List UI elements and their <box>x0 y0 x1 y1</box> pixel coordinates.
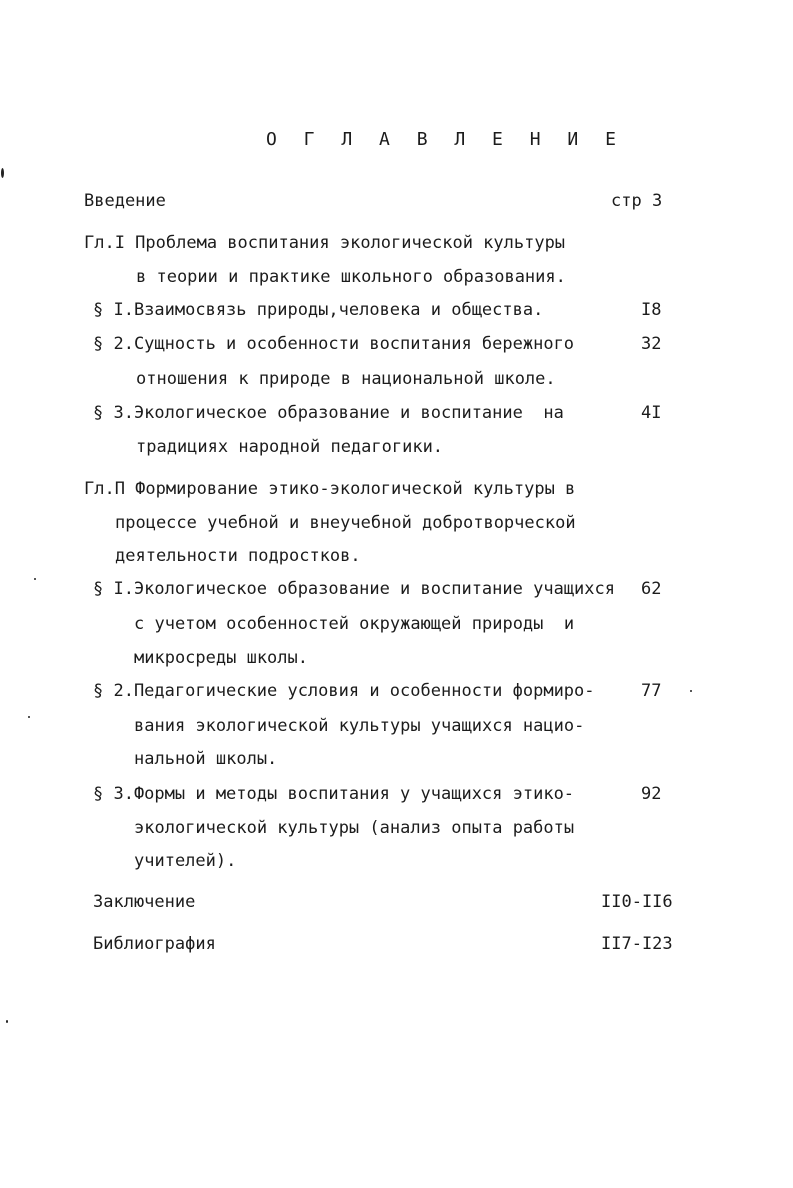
toc-page-bibliography: II7-I23 <box>601 934 673 954</box>
toc-section-2-1-line-2: с учетом особенностей окружающей природы и <box>134 614 575 634</box>
toc-section-2-1-line-3: микросреды школы. <box>134 648 308 668</box>
toc-section-2-3-line-3: учителей). <box>134 851 237 871</box>
toc-section-1-2-line-2: отношения к природе в национальной школе. <box>136 369 556 389</box>
toc-section-2-3-line-1: § 3.Формы и методы воспитания у учащихся этико- <box>93 784 575 804</box>
toc-section-1-1-line-1: § I.Взаимосвязь природы,человека и общества. <box>93 300 544 320</box>
page-title: О Г Л А В Л Е Н И Е <box>266 129 624 150</box>
toc-entry-bibliography: Библиография <box>93 934 216 954</box>
toc-section-2-2-line-3: нальной школы. <box>134 749 278 769</box>
scan-speck <box>28 716 30 718</box>
scan-speck <box>6 1020 8 1023</box>
toc-page-section-1-1: I8 <box>641 300 662 320</box>
scan-speck <box>1 168 4 178</box>
toc-chapter-1-line-2: в теории и практике школьного образования. <box>136 267 566 287</box>
toc-section-2-2-line-2: вания экологической культуры учащихся нацио- <box>134 716 585 736</box>
toc-page-section-1-2: 32 <box>641 334 662 354</box>
toc-page-section-2-3: 92 <box>641 784 662 804</box>
scan-speck <box>690 690 692 692</box>
toc-section-2-3-line-2: экологической культуры (анализ опыта работы <box>134 818 575 838</box>
toc-chapter-1-line-1: Гл.I Проблема воспитания экологической культуры <box>84 233 566 253</box>
toc-page-conclusion: II0-II6 <box>601 892 673 912</box>
toc-page-introduction: стр 3 <box>611 191 663 211</box>
toc-entry-introduction: Введение <box>84 191 166 211</box>
scan-speck <box>34 578 36 580</box>
toc-entry-conclusion: Заключение <box>93 892 196 912</box>
toc-page-section-2-2: 77 <box>641 681 662 701</box>
toc-page-section-1-3: 4I <box>641 403 662 423</box>
toc-page-section-2-1: 62 <box>641 579 662 599</box>
toc-chapter-2-line-1: Гл.П Формирование этико-экологической культуры в <box>84 479 576 499</box>
toc-section-2-2-line-1: § 2.Педагогические условия и особенности формиро- <box>93 681 595 701</box>
toc-section-1-3-line-1: § 3.Экологическое образование и воспитание на <box>93 403 564 423</box>
toc-section-1-2-line-1: § 2.Сущность и особенности воспитания бережного <box>93 334 575 354</box>
toc-chapter-2-line-3: деятельности подростков. <box>115 546 361 566</box>
toc-section-2-1-line-1: § I.Экологическое образование и воспитание учащихся <box>93 579 615 599</box>
toc-section-1-3-line-2: традициях народной педагогики. <box>136 437 444 457</box>
toc-chapter-2-line-2: процессе учебной и внеучебной добротворческой <box>115 513 576 533</box>
